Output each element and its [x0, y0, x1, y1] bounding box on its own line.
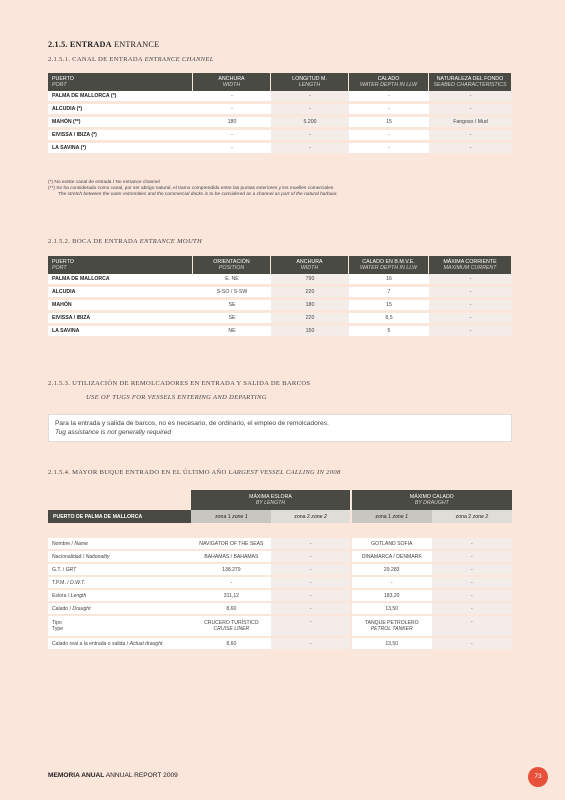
table-row: Eslora / Length 311,12 - 183,20 -: [48, 590, 512, 603]
zone1-length: zona 1 zone 1: [191, 510, 271, 523]
zone2-draught: zona 2 zone 2: [432, 510, 512, 523]
zone2-length: zona 2 zone 2: [271, 510, 351, 523]
subsection-title-tugs-en: USE OF TUGS FOR VESSELS ENTERING AND DEPARTING: [86, 394, 267, 401]
table-row: ALCUDIA S-SO / S-SW 220 7 -: [48, 287, 512, 300]
mouth-table: [48, 256, 512, 339]
by-length-header: MÁXIMA ESLORA BY LENGTH: [191, 490, 351, 510]
table-header: PUERTO PORT ANCHURA WIDTH LONGITUD M. LENGTH CALADO WATER DEPTH IN LLW NATURALEZA DEL FONDO SEABED CHARACTERISTICS: [48, 73, 512, 91]
table-row: PALMA DE MALLORCA E. NE 790 16 -: [48, 274, 512, 287]
zone1-draught: zona 1 zone 1: [352, 510, 432, 523]
table-row: T.P.M. / D.W.T. - - - -: [48, 577, 512, 590]
tugs-info-box: Para la entrada y salida de barcos, no es necesario, de ordinario, el empleo de remolcadores. Tug assistance is not generally required: [48, 414, 512, 442]
subsection-title-tugs: 2.1.5.3. UTILIZACIÓN DE REMOLCADORES EN ENTRADA Y SALIDA DE BARCOS: [48, 380, 311, 387]
table-row: PALMA DE MALLORCA (*) - - - -: [48, 91, 512, 104]
channel-table: [48, 73, 512, 156]
table-row: Nombre / Name NAVIGATOR OF THE SEAS - GOTLAND SOFIA -: [48, 538, 512, 551]
page-number: 73: [528, 767, 548, 787]
channel-notes: (*) No existe canal de entrada / No entrance channel (**) Se ha considerado como canal, por ser abrigo natural, el tramo comprendido entre las puntas exteriores y los muelles comerciales The stretch between the outer extremities and the commercial docks is to be considered as a channel as part of the natural harbour.: [48, 180, 338, 198]
table-row: G.T. / GRT 138.279 - 29.283 -: [48, 564, 512, 577]
section-title: 2.1.5. ENTRADA ENTRANCE: [48, 40, 160, 49]
table-row: Tipo Type CRUCERO TURÍSTICO CRUISE LINER - TANQUE PETROLERO PETROL TANKER -: [48, 616, 512, 638]
table-row: Nacionalidad / Nationality BAHAMAS / BAHAMAS - DINAMARCA / DENMARK -: [48, 551, 512, 564]
subsection-title-mouth: 2.1.5.2. BOCA DE ENTRADA ENTRANCE MOUTH: [48, 238, 203, 245]
table-row: EIVISSA / IBIZA (*) - - - -: [48, 130, 512, 143]
by-draught-header: MÁXIMO CALADO BY DRAUGHT: [352, 490, 512, 510]
table-row: LA SAVINA (*) - - - -: [48, 143, 512, 156]
vessel-header-table: [48, 490, 512, 523]
table-row: EIVISSA / IBIZA SE 220 8,5 -: [48, 313, 512, 326]
table-row: Calado real a la entrada o salida / Actual draught 8,60 - 13,50 -: [48, 638, 512, 651]
port-label: PUERTO DE PALMA DE MALLORCA: [48, 510, 191, 523]
table-row: MAHÓN (**) 180 5.200 15 Fangoso / Mud: [48, 117, 512, 130]
subsection-title-largest-vessel: 2.1.5.4. MAYOR BUQUE ENTRADO EN EL ÚLTIMO AÑO LARGEST VESSEL CALLING IN 2008: [48, 469, 341, 476]
table-row: LA SAVINA NE 150 5 -: [48, 326, 512, 339]
footer-title: MEMORIA ANUAL ANNUAL REPORT 2009: [48, 772, 178, 779]
table-row: Calado / Draught 8,60 - 13,50 -: [48, 603, 512, 616]
table-row: MAHÓN SE 180 15 -: [48, 300, 512, 313]
table-row: ALCUDIA (*) - - - -: [48, 104, 512, 117]
vessel-table: [48, 538, 512, 651]
subsection-title-channel: 2.1.5.1. CANAL DE ENTRADA ENTRANCE CHANNEL: [48, 56, 214, 63]
table-header: PUERTO PORT ORIENTACIÓN POSITION ANCHURA WIDTH CALADO EN B.M.V.E. WATER DEPTH IN LLW MÁXIMA CORRIENTE MAXIMUM CURRENT: [48, 256, 512, 274]
